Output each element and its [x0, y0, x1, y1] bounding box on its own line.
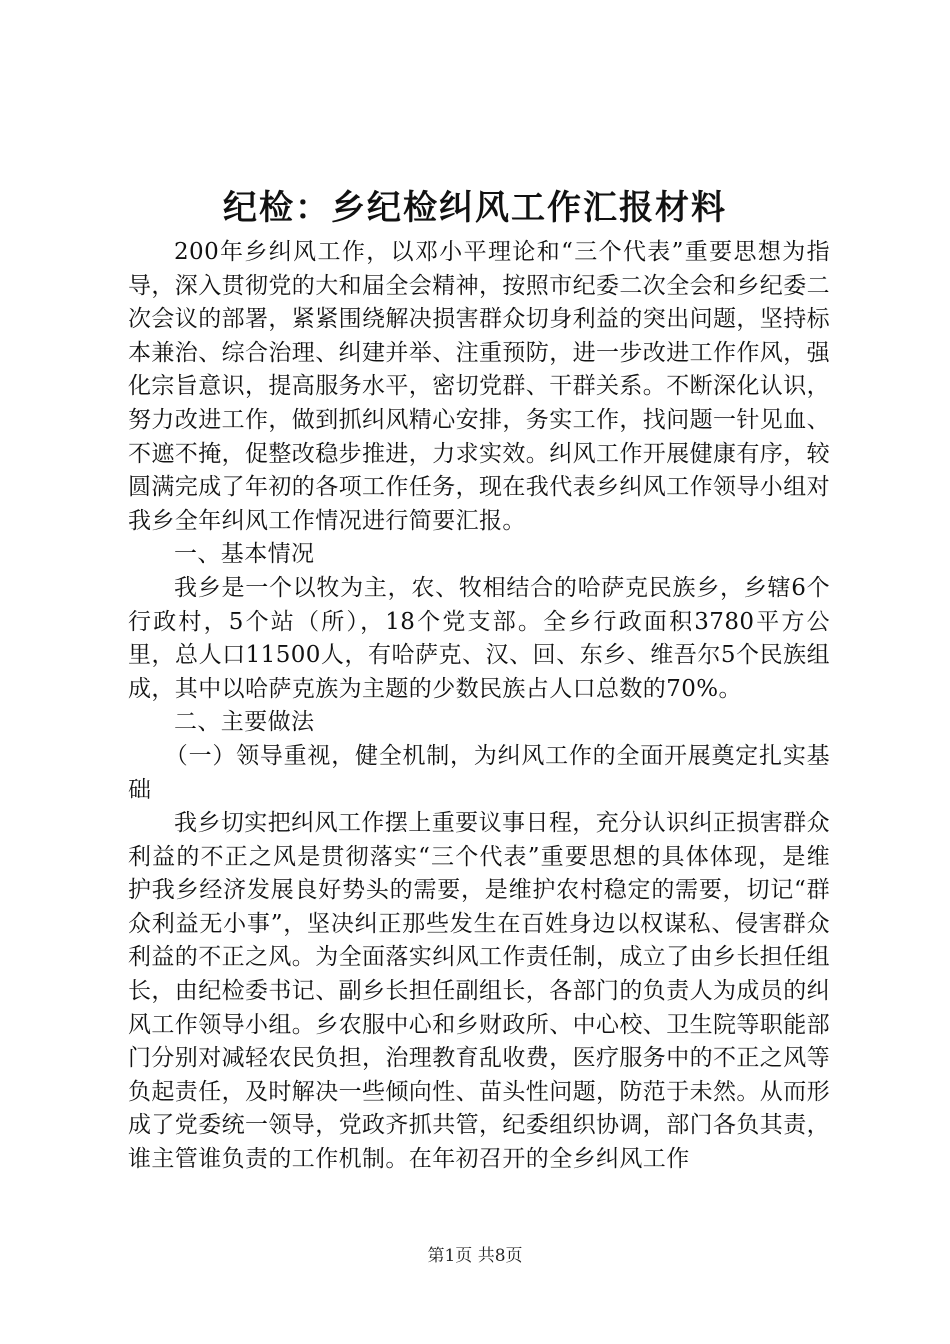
section-heading-main-practices: 二、主要做法 [174, 709, 315, 736]
document-body [128, 236, 830, 1177]
basic-situation-paragraph: 我乡是一个以牧为主，农、牧相结合的哈萨克民族乡，乡辖6个行政村，5个站（所），18个党支部。全乡行政面积3780平方公里，总人口11500人，有哈萨克、汉、回、东乡、维吾尔5个民族组成，其中以哈萨克族为主题的少数民族占人口总数的70%。 [128, 574, 830, 702]
subsection-heading-leadership: （一）领导重视，健全机制，为纠风工作的全面开展奠定扎实基础 [128, 742, 830, 803]
leadership-paragraph: 我乡切实把纠风工作摆上重要议事日程，充分认识纠正损害群众利益的不正之风是贯彻落实“三个代表”重要思想的具体体现，是维护我乡经济发展良好势头的需要，是维护农村稳定的需要，切记“群众利益无小事”，坚决纠正那些发生在百姓身边以权谋私、侵害群众利益的不正之风。为全面落实纠风工作责任制，成立了由乡长担任组长，由纪检委书记、副乡长担任副组长，各部门的负责人为成员的纠风工作领导小组。乡农服中心和乡财政所、中心校、卫生院等职能部门分别对减轻农民负担，治理教育乱收费，医疗服务中的不正之风等负起责任，及时解决一些倾向性、苗头性问题，防范于未然。从而形成了党委统一领导，党政齐抓共管，纪委组织协调，部门各负其责，谁主管谁负责的工作机制。在年初召开的全乡纠风工作 [128, 810, 830, 1173]
document-title: 纪检：乡纪检纠风工作汇报材料 [223, 188, 727, 228]
section-heading-basic-situation: 一、基本情况 [174, 541, 315, 568]
page-number-footer: 第1页 共8页 [427, 1246, 523, 1266]
intro-paragraph: 200年乡纠风工作，以邓小平理论和“三个代表”重要思想为指导，深入贯彻党的大和届全会精神，按照市纪委二次全会和乡纪委二次会议的部署，紧紧围绕解决损害群众切身利益的突出问题，坚持标本兼治、综合治理、纠建并举、注重预防，进一步改进工作作风，强化宗旨意识，提高服务水平，密切党群、干群关系。不断深化认识，努力改进工作，做到抓纠风精心安排，务实工作，找问题一针见血、不遮不掩，促整改稳步推进，力求实效。纠风工作开展健康有序，较圆满完成了年初的各项工作任务，现在我代表乡纠风工作领导小组对我乡全年纠风工作情况进行简要汇报。 [128, 239, 830, 534]
